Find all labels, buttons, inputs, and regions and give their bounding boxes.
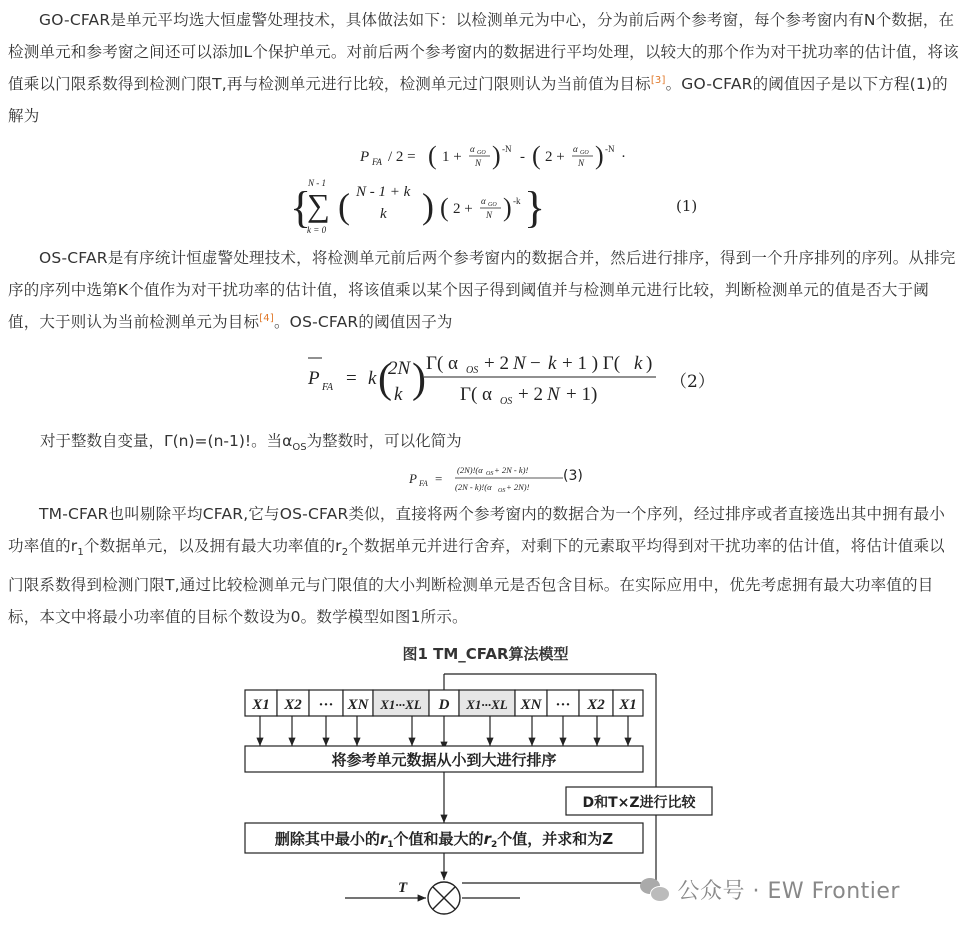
text-run: 为整数时，可以化简为	[306, 432, 462, 450]
svg-text:k: k	[368, 368, 377, 389]
equation-1-formula	[280, 138, 660, 238]
svg-text:+ 1 ) Γ(: + 1 ) Γ(	[562, 353, 621, 374]
svg-text:2 +: 2 +	[453, 201, 473, 217]
cell-label: ···	[318, 697, 334, 713]
svg-text:Γ( α: Γ( α	[460, 384, 493, 405]
svg-text:{: {	[290, 183, 312, 232]
svg-text:): )	[503, 193, 512, 222]
svg-text:N: N	[513, 353, 526, 374]
equation-2-number: （2）	[670, 372, 715, 392]
equation-2-formula	[300, 342, 670, 412]
svg-text:α: α	[481, 196, 486, 206]
svg-text:2N: 2N	[388, 358, 411, 379]
svg-text:+ 1): + 1)	[566, 384, 598, 405]
svg-text:P: P	[360, 149, 370, 165]
text-run: 。OS-CFAR的阈值因子为	[273, 313, 453, 331]
svg-text:OS: OS	[466, 365, 479, 376]
svg-text:α: α	[470, 144, 475, 154]
svg-text:(2N - k)!(α: (2N - k)!(α	[455, 482, 492, 492]
watermark	[640, 874, 900, 905]
equation-3-formula	[405, 458, 575, 498]
svg-text:P: P	[409, 471, 417, 486]
svg-text:+ 2N)!: + 2N)!	[506, 482, 530, 492]
svg-text:OS: OS	[486, 471, 494, 477]
citation-link-3[interactable]: [3]	[650, 74, 666, 86]
svg-text:k: k	[394, 384, 403, 405]
svg-text:FA: FA	[322, 382, 333, 393]
cell-label: X1	[252, 697, 270, 713]
svg-text:+ 2: + 2	[518, 384, 543, 405]
svg-text:(: (	[428, 141, 437, 170]
trim-label-part: 删除其中最小的	[274, 830, 380, 848]
trim-label: 删除其中最小的$r_1$个值和最大的$r_2$个值，并求和为Z	[274, 830, 614, 850]
figure-title: 图1 TM_CFAR算法模型	[402, 645, 569, 663]
paragraph-go-cfar	[8, 4, 960, 132]
cell-label: X2	[587, 697, 605, 713]
svg-text:GO: GO	[580, 150, 589, 156]
wechat-icon	[640, 878, 670, 902]
svg-text:k: k	[380, 206, 387, 222]
cell-label-d: D	[438, 697, 450, 713]
svg-text:P: P	[308, 368, 320, 389]
equation-1-number: (1)	[676, 197, 698, 215]
watermark-text: 公众号 · EW Frontier	[677, 879, 900, 904]
cell-label: ···	[555, 697, 571, 713]
cell-label: XN	[520, 697, 542, 713]
svg-text:-k: -k	[513, 196, 521, 206]
svg-text:N: N	[486, 210, 493, 220]
svg-text:(: (	[338, 186, 350, 226]
cell-label: X1	[619, 697, 637, 713]
svg-text:N - 1: N - 1	[308, 178, 326, 188]
svg-text:N: N	[475, 158, 482, 168]
svg-text:OS: OS	[500, 396, 513, 407]
svg-text:(2N)!(α: (2N)!(α	[457, 465, 483, 475]
citation-link-4[interactable]: [4]	[259, 312, 274, 324]
svg-text:(: (	[440, 193, 449, 222]
subscript: OS	[292, 442, 307, 454]
svg-text:·: ·	[621, 149, 626, 165]
text-run: 个数据单元，以及拥有最大功率值的r	[83, 537, 342, 555]
svg-text:-N: -N	[605, 144, 615, 154]
svg-text:+ 2N - k)!: + 2N - k)!	[494, 465, 529, 475]
svg-text:Γ( α: Γ( α	[426, 353, 459, 374]
text-run: 对于整数自变量，Γ(n)=(n-1)!。当α	[40, 432, 293, 450]
svg-text:=: =	[435, 471, 443, 486]
subscript: 1	[77, 547, 84, 559]
svg-text:}: }	[524, 183, 546, 232]
compare-label: D和T×Z进行比较	[582, 795, 696, 811]
paragraph-tm-cfar	[8, 498, 960, 633]
text-run: 个数据单元并进行舍弃，对剩下的元素取平均得到对干扰功率的估计值，将估计值乘以门限系数得到检测门限T,通过比较检测单元与门限值的大小判断检测单元是否包含目标。在实际应用中，优先考虑拥有最大功率值的目标，本文中将最小功率值的目标个数设为0。数学模型如图1所示。	[8, 537, 945, 627]
cell-label: XN	[347, 697, 369, 713]
svg-text:2 +: 2 +	[545, 149, 565, 165]
svg-text:GO: GO	[488, 202, 497, 208]
text-run: TM-CFAR也叫剔除平均CFAR,它与OS-CFAR类似，直接将两个参考窗内的数据合为一个序列，经过排序或者直接选出其中拥有最小功率值的r	[8, 505, 946, 555]
sort-label: 将参考单元数据从小到大进行排序	[331, 751, 557, 769]
text-run: 。GO-CFAR的阈值因子是以下方程(1)的解为	[8, 75, 948, 125]
paragraph-os-cfar	[8, 242, 960, 338]
text-run: OS-CFAR是有序统计恒虚警处理技术，将检测单元前后两个参考窗内的数据合并，然后进行排序，得到一个升序排列的序列。从排完序的序列中选第K个值作为对干扰功率的估计值，将该值乘以某个因子得到阈值并与检测单元进行比较，判断检测单元的值是否大于阈值，大于则认为当前检测单元为目标	[8, 249, 956, 331]
trim-label-part: 个值，并求和为Z	[497, 830, 614, 848]
cell-label: X1···XL	[380, 697, 422, 712]
svg-text:∑: ∑	[307, 187, 330, 223]
svg-text:−: −	[530, 353, 541, 374]
svg-text:): )	[646, 353, 653, 374]
svg-text:FA: FA	[419, 479, 428, 488]
svg-text:GO: GO	[477, 150, 486, 156]
svg-text:1 +: 1 +	[442, 149, 462, 165]
svg-text:): )	[492, 141, 501, 170]
svg-text:N: N	[578, 158, 585, 168]
svg-text:k: k	[634, 353, 643, 374]
svg-text:α: α	[573, 144, 578, 154]
svg-text:): )	[412, 356, 426, 402]
svg-text:-N: -N	[502, 144, 512, 154]
svg-text:): )	[595, 141, 604, 170]
svg-text:k: k	[548, 353, 557, 374]
trim-label-part: 个值和最大的	[393, 830, 484, 848]
paragraph-gamma-note	[40, 430, 462, 459]
text-run: GO-CFAR是单元平均选大恒虚警处理技术，具体做法如下：以检测单元为中心，分为前后两个参考窗，每个参考窗内有N个数据，在检测单元和参考窗之间还可以添加L个保护单元。对前后两个参考窗内的数据进行平均处理，以较大的那个作为对干扰功率的估计值，将该值乘以门限系数得到检测门限T,再与检测单元进行比较，检测单元过门限则认为当前值为目标	[8, 11, 959, 93]
input-t-label: T	[398, 880, 408, 896]
cell-label: X2	[284, 697, 302, 713]
svg-text:(: (	[378, 356, 392, 402]
svg-text:-: -	[520, 149, 525, 165]
svg-text:/ 2 =: / 2 =	[388, 149, 416, 165]
svg-text:(: (	[532, 141, 541, 170]
svg-text:+ 2: + 2	[484, 353, 509, 374]
multiplier-icon	[428, 882, 460, 914]
svg-text:N: N	[547, 384, 560, 405]
svg-text:FA: FA	[372, 157, 382, 167]
cell-label: X1···XL	[466, 697, 508, 712]
svg-text:): )	[422, 186, 434, 226]
svg-text:OS: OS	[498, 488, 506, 494]
svg-text:k = 0: k = 0	[307, 225, 327, 235]
svg-text:N - 1 + k: N - 1 + k	[356, 184, 411, 200]
equation-3-number: (3)	[563, 468, 583, 484]
subscript: 2	[341, 547, 349, 559]
svg-text:=: =	[346, 368, 357, 389]
